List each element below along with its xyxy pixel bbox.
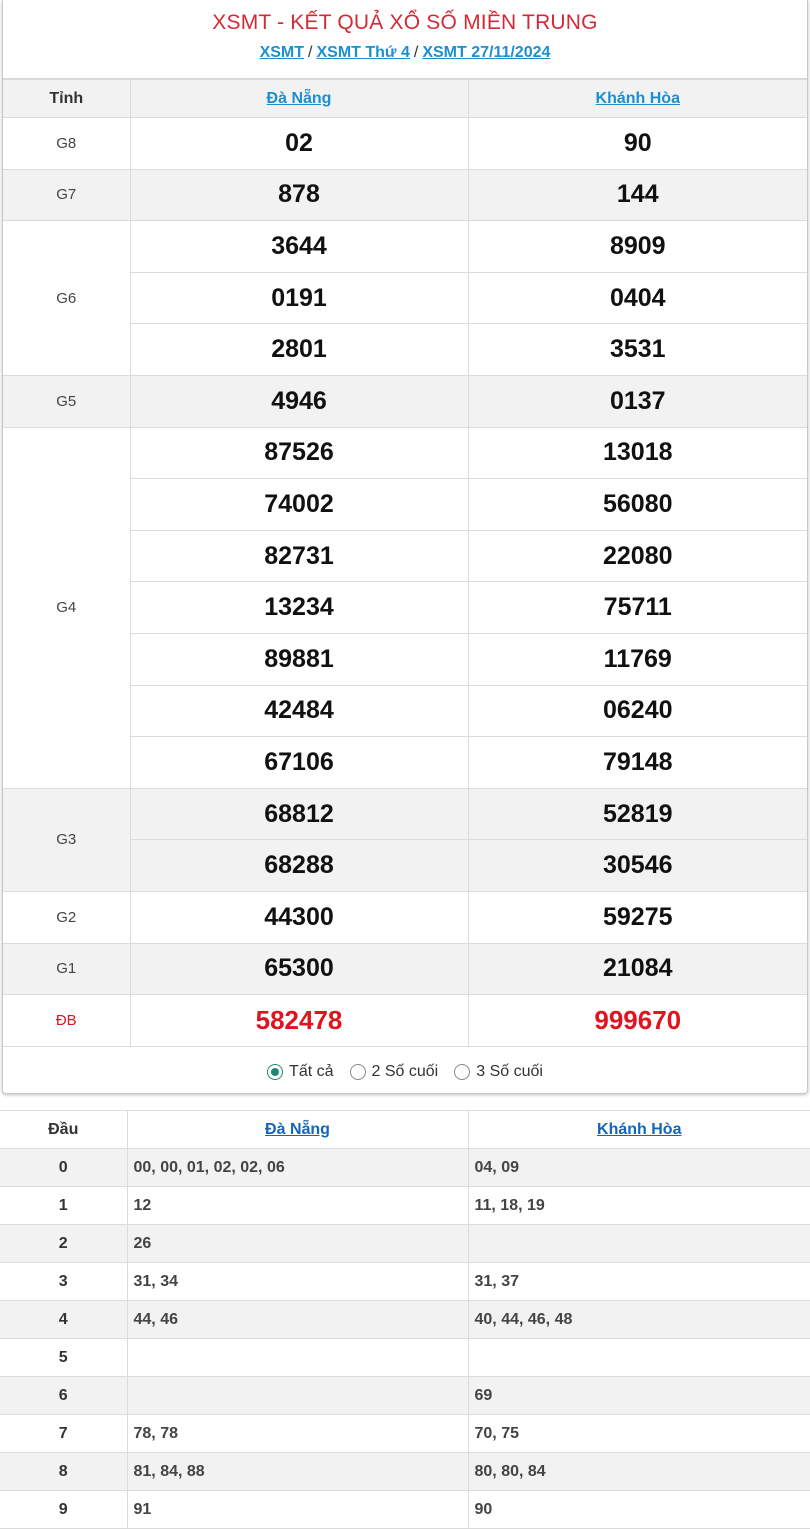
results-header	[3, 0, 807, 79]
breadcrumb-xsmt-link[interactable]: XSMT	[259, 44, 305, 61]
dau-digit: 1	[0, 1187, 127, 1225]
dau-digit: 4	[0, 1301, 127, 1339]
results-table	[3, 79, 807, 1047]
province-link-da-nang[interactable]: Đà Nẵng	[266, 89, 332, 107]
result-khanh-hoa: 21084	[468, 943, 807, 995]
result-khanh-hoa: 11769	[468, 633, 807, 685]
result-khanh-hoa: 06240	[468, 685, 807, 737]
result-khanh-hoa: 0404	[468, 272, 807, 324]
result-da-nang: 82731	[130, 530, 468, 582]
result-da-nang: 68288	[130, 840, 468, 892]
dau-body	[0, 1149, 810, 1529]
result-khanh-hoa: 75711	[468, 582, 807, 634]
dau-values-da-nang: 78, 78	[127, 1415, 468, 1453]
dau-link-da-nang[interactable]: Đà Nẵng	[265, 1120, 330, 1138]
dau-values-khanh-hoa: 40, 44, 46, 48	[468, 1301, 810, 1339]
prize-label: G4	[3, 427, 130, 788]
filter-option-label: 3 Số cuối	[476, 1062, 543, 1080]
dau-table	[0, 1110, 810, 1529]
prize-row	[3, 788, 807, 840]
dau-values-da-nang: 26	[127, 1225, 468, 1263]
result-khanh-hoa: 3531	[468, 324, 807, 376]
dau-link-khanh-hoa[interactable]: Khánh Hòa	[597, 1120, 682, 1138]
dau-row	[0, 1263, 810, 1301]
radio-button-icon[interactable]	[350, 1064, 366, 1080]
prize-row	[3, 995, 807, 1047]
result-da-nang: 3644	[130, 221, 468, 273]
dau-values-da-nang	[127, 1339, 468, 1377]
result-da-nang: 13234	[130, 582, 468, 634]
breadcrumb	[3, 44, 807, 62]
dau-header-da-nang	[127, 1111, 468, 1149]
prize-row	[3, 221, 807, 273]
result-da-nang: 89881	[130, 633, 468, 685]
dau-values-khanh-hoa: 11, 18, 19	[468, 1187, 810, 1225]
dau-values-khanh-hoa: 70, 75	[468, 1415, 810, 1453]
dau-row	[0, 1453, 810, 1491]
province-header-da-nang	[130, 80, 468, 118]
prize-label: G8	[3, 118, 130, 170]
results-card	[2, 0, 808, 1094]
dau-values-da-nang: 91	[127, 1491, 468, 1529]
dau-header-khanh-hoa	[468, 1111, 810, 1149]
dau-values-da-nang: 81, 84, 88	[127, 1453, 468, 1491]
dau-values-khanh-hoa	[468, 1225, 810, 1263]
dau-values-da-nang	[127, 1377, 468, 1415]
prize-label: G3	[3, 788, 130, 891]
dau-digit: 5	[0, 1339, 127, 1377]
dau-row	[0, 1377, 810, 1415]
result-khanh-hoa: 13018	[468, 427, 807, 479]
dau-digit: 0	[0, 1149, 127, 1187]
result-khanh-hoa: 8909	[468, 221, 807, 273]
prize-label: G1	[3, 943, 130, 995]
prize-row	[3, 943, 807, 995]
result-da-nang: 68812	[130, 788, 468, 840]
result-da-nang: 87526	[130, 427, 468, 479]
dau-values-khanh-hoa	[468, 1339, 810, 1377]
filter-option-3[interactable]	[454, 1063, 543, 1081]
prize-label: G6	[3, 221, 130, 376]
result-khanh-hoa: 59275	[468, 891, 807, 943]
province-link-khanh-hoa[interactable]: Khánh Hòa	[595, 89, 680, 107]
result-da-nang: 74002	[130, 479, 468, 531]
result-da-nang: 42484	[130, 685, 468, 737]
result-khanh-hoa: 79148	[468, 737, 807, 789]
page-title: XSMT - KẾT QUẢ XỔ SỐ MIỀN TRUNG	[212, 11, 598, 34]
filter-option-1[interactable]	[267, 1063, 333, 1081]
breadcrumb-weekday-link[interactable]: XSMT Thứ 4	[316, 44, 410, 61]
result-da-nang: 67106	[130, 737, 468, 789]
result-khanh-hoa: 22080	[468, 530, 807, 582]
dau-digit: 2	[0, 1225, 127, 1263]
result-khanh-hoa: 56080	[468, 479, 807, 531]
prize-row	[3, 427, 807, 479]
result-khanh-hoa: 90	[468, 118, 807, 170]
prize-label: ĐB	[3, 995, 130, 1047]
filter-option-label: 2 Số cuối	[371, 1062, 439, 1080]
dau-digit: 6	[0, 1377, 127, 1415]
results-body	[3, 118, 807, 1047]
radio-button-icon[interactable]	[454, 1064, 470, 1080]
prize-row	[3, 169, 807, 221]
dau-row	[0, 1339, 810, 1377]
result-da-nang: 2801	[130, 324, 468, 376]
result-da-nang: 4946	[130, 375, 468, 427]
prize-label: G7	[3, 169, 130, 221]
dau-card	[0, 1110, 810, 1529]
dau-digit: 9	[0, 1491, 127, 1529]
dau-row	[0, 1187, 810, 1225]
result-khanh-hoa: 30546	[468, 840, 807, 892]
prize-row	[3, 375, 807, 427]
prize-row	[3, 891, 807, 943]
breadcrumb-date-link[interactable]: XSMT 27/11/2024	[422, 44, 551, 61]
dau-values-khanh-hoa: 80, 80, 84	[468, 1453, 810, 1491]
dau-values-da-nang: 44, 46	[127, 1301, 468, 1339]
dau-digit: 3	[0, 1263, 127, 1301]
radio-button-icon[interactable]	[267, 1064, 283, 1080]
prize-row	[3, 118, 807, 170]
dau-row	[0, 1301, 810, 1339]
result-khanh-hoa: 52819	[468, 788, 807, 840]
result-khanh-hoa: 999670	[468, 995, 807, 1047]
result-khanh-hoa: 0137	[468, 375, 807, 427]
province-header-khanh-hoa	[468, 80, 807, 118]
dau-column-header: Đầu	[0, 1111, 127, 1149]
dau-values-khanh-hoa: 31, 37	[468, 1263, 810, 1301]
dau-digit: 8	[0, 1453, 127, 1491]
dau-values-khanh-hoa: 69	[468, 1377, 810, 1415]
dau-row	[0, 1491, 810, 1529]
result-da-nang: 0191	[130, 272, 468, 324]
dau-row	[0, 1225, 810, 1263]
province-column-header: Tỉnh	[3, 80, 130, 118]
dau-values-khanh-hoa: 04, 09	[468, 1149, 810, 1187]
result-da-nang: 878	[130, 169, 468, 221]
result-da-nang: 44300	[130, 891, 468, 943]
prize-label: G5	[3, 375, 130, 427]
result-da-nang: 582478	[130, 995, 468, 1047]
dau-values-da-nang: 00, 00, 01, 02, 02, 06	[127, 1149, 468, 1187]
breadcrumb-separator: /	[308, 44, 313, 61]
filter-option-label: Tất cả	[289, 1062, 334, 1080]
dau-digit: 7	[0, 1415, 127, 1453]
dau-row	[0, 1415, 810, 1453]
filter-option-2[interactable]	[350, 1063, 439, 1081]
dau-values-da-nang: 31, 34	[127, 1263, 468, 1301]
dau-values-khanh-hoa: 90	[468, 1491, 810, 1529]
dau-values-da-nang: 12	[127, 1187, 468, 1225]
dau-row	[0, 1149, 810, 1187]
result-da-nang: 02	[130, 118, 468, 170]
result-da-nang: 65300	[130, 943, 468, 995]
prize-label: G2	[3, 891, 130, 943]
digit-filter	[3, 1047, 807, 1094]
breadcrumb-separator: /	[413, 44, 419, 61]
result-khanh-hoa: 144	[468, 169, 807, 221]
